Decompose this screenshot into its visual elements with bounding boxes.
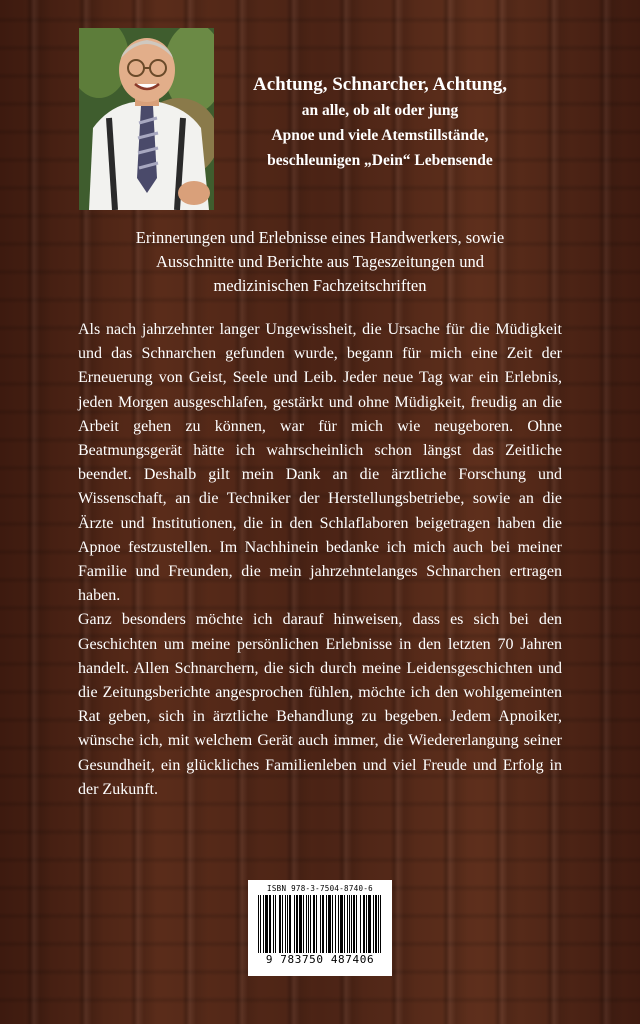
barcode-bar	[335, 895, 336, 953]
author-photo	[79, 28, 214, 210]
blurb-paragraph-1: Als nach jahrzehnter langer Ungewissheit, die Ursache für die Müdigkeit und das Schnarchen gefunden wurde, begann für mich eine Zeit der Erneuerung von Geist, Seele und Leib. Jeder neue Tag war ein Erlebnis, jeden Morgen ausgeschlafen, gestärkt und ohne Müdigkeit, freudig an die Arbeit gehen zu können, war für mich wie neugeboren. Ohne Beatmungsgerät hätte ich wahrscheinlich schon längst das Zeitliche beendet. Deshalb gilt mein Dank an die ärztliche Forschung und Wissenschaft, an die Techniker der Herstellungsbetriebe, sowie an die Ärzte und Institutionen, die in den Schlaflaboren beigetragen haben die Apnoe festzustellen. Im Nachhinein bedanke ich mich auch bei meiner Familie und Freunden, die mein jahrzehntelanges Schnarchen ertragen haben.	[78, 321, 562, 605]
barcode-bar	[306, 895, 307, 953]
barcode-bar	[328, 895, 331, 953]
barcode-bar	[275, 895, 276, 953]
barcode-bar	[378, 895, 379, 953]
barcode-bar	[349, 895, 350, 953]
barcode-bar	[285, 895, 286, 953]
barcode-bar	[273, 895, 274, 953]
barcode-bar	[351, 895, 352, 953]
barcode-bar	[299, 895, 302, 953]
barcode-bar	[326, 895, 327, 953]
subtitle-line-2: Ausschnitte und Berichte aus Tageszeitungen und	[155, 252, 484, 271]
barcode-bar	[360, 895, 361, 953]
barcode-bar	[279, 895, 281, 953]
barcode-bar	[263, 895, 264, 953]
blurb-text	[78, 318, 562, 802]
barcode-bar	[310, 895, 311, 953]
isbn-label: ISBN 978-3-7504-8740-6	[267, 884, 373, 893]
barcode-bar	[380, 895, 381, 953]
barcode-bar	[332, 895, 333, 953]
barcode-bar	[269, 895, 271, 953]
isbn-barcode	[248, 880, 392, 976]
barcode-bar	[308, 895, 309, 953]
barcode-bar	[316, 895, 317, 953]
headline-line-2: an alle, ob alt oder jung	[301, 102, 459, 119]
barcode-bar	[313, 895, 315, 953]
subtitle-line-1: Erinnerungen und Erlebnisse eines Handwerkers, sowie	[135, 228, 505, 247]
headline-line-3: Apnoe und viele Atemstillstände,	[271, 127, 489, 144]
barcode-bar	[296, 895, 298, 953]
barcode-bar	[258, 895, 259, 953]
barcode-bar	[368, 895, 371, 953]
barcode-bar	[363, 895, 365, 953]
headline-line-1: Achtung, Schnarcher, Achtung,	[253, 74, 507, 95]
barcode-bar	[347, 895, 348, 953]
headline-line-4: beschleunigen „Dein“ Lebensende	[267, 152, 493, 169]
barcode-bar	[340, 895, 343, 953]
barcode-bar	[265, 895, 268, 953]
barcode-bar	[260, 895, 261, 953]
barcode-bar	[356, 895, 357, 953]
barcode-digits: 9 783750 487406	[265, 953, 375, 966]
headline	[220, 72, 540, 173]
blurb-paragraph-2: Ganz besonders möchte ich darauf hinweisen, dass es sich bei den Geschichten um meine persönlichen Erlebnisse in den letzten 70 Jahren handelt. Allen Schnarchern, die sich durch meine Leidensgeschichten und die Zeitungsberichte angesprochen fühlen, möchte ich den wohlgemeinten Rat geben, sich in ärztliche Behandlung zu begeben. Jedem Apnoiker, wünsche ich, mit welchem Gerät auch immer, die Wiedererlangung seiner Gesundheit, ein glückliches Familienleben und viel Freude und Erfolg in der Zukunft.	[78, 611, 562, 798]
barcode-bar	[322, 895, 324, 953]
barcode-bar	[294, 895, 295, 953]
barcode-bar	[289, 895, 291, 953]
barcode-bar	[366, 895, 367, 953]
barcode-bar	[282, 895, 283, 953]
barcode-bar	[338, 895, 339, 953]
barcode-bar	[320, 895, 321, 953]
barcode-bar	[344, 895, 345, 953]
barcode-bars	[256, 895, 384, 953]
barcode-bar	[373, 895, 374, 953]
barcode-bar	[287, 895, 288, 953]
barcode-bar	[375, 895, 377, 953]
barcode-bar	[353, 895, 355, 953]
barcode-bar	[303, 895, 304, 953]
subtitle-line-3: medizinischen Fachzeitschriften	[213, 276, 427, 295]
subtitle	[60, 226, 580, 298]
